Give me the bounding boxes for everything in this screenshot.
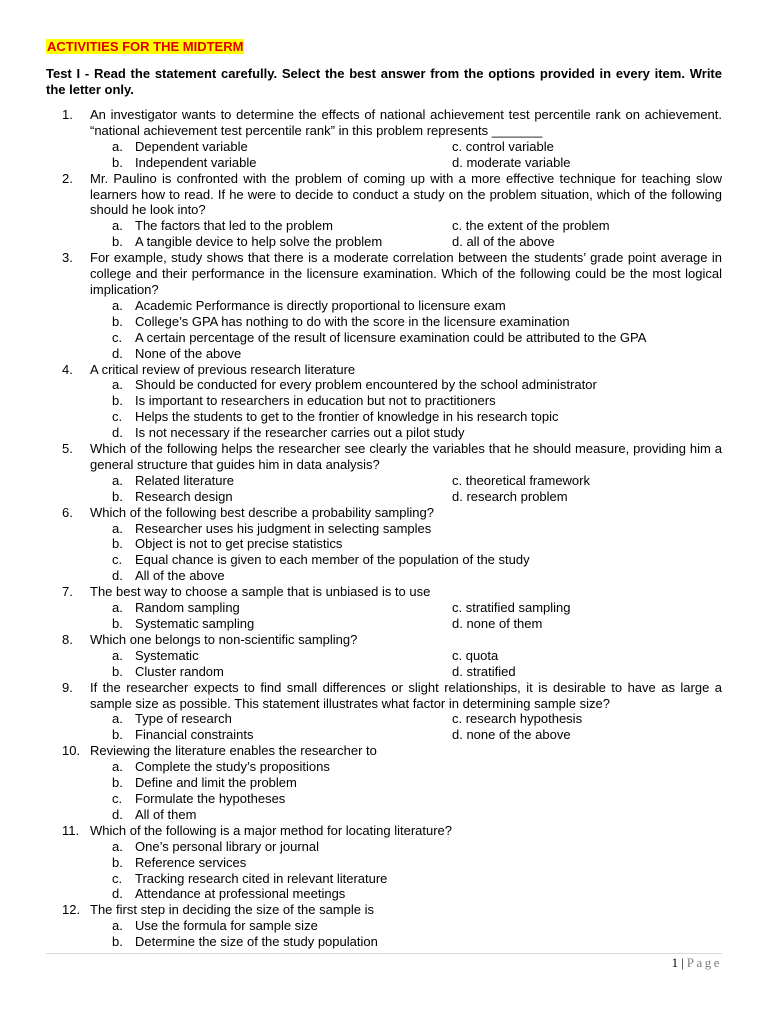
option-text: Attendance at professional meetings [135, 886, 346, 902]
option-text: College’s GPA has nothing to do with the score in the licensure examination [135, 313, 570, 329]
option-text: c. control variable [452, 138, 554, 154]
answer-option [452, 489, 722, 505]
answer-option [112, 711, 452, 727]
answer-options [90, 218, 722, 250]
option-text: d. all of the above [452, 234, 555, 250]
question-body [90, 584, 722, 632]
answer-option [452, 664, 722, 680]
question-number: 3. [62, 250, 73, 266]
answer-option [112, 330, 722, 346]
page-number: 1 [671, 955, 679, 970]
option-text: Is not necessary if the researcher carries out a pilot study [135, 425, 465, 441]
question-text: A critical review of previous research literature [90, 361, 356, 377]
option-text: Object is not to get precise statistics [135, 536, 343, 552]
option-text: All of the above [135, 568, 225, 584]
option-letter: a. [112, 759, 123, 775]
question-number: 4. [62, 361, 73, 377]
answer-option [452, 711, 722, 727]
question-item [62, 823, 722, 903]
option-text: Systematic [135, 647, 199, 663]
option-letter: c. [112, 552, 123, 568]
option-text: Equal chance is given to each member of the population of the study [135, 552, 530, 568]
question-item [62, 107, 722, 171]
option-text: Formulate the hypotheses [135, 790, 286, 806]
question-text: For example, study shows that there is a moderate correlation between the students’ grade point average in college and their performance in the licensure examination. Which of the following could be the most logical implication? [90, 250, 722, 297]
answer-options [90, 298, 722, 362]
question-item [62, 632, 722, 680]
answer-options [90, 759, 722, 823]
question-number: 10. [62, 743, 81, 759]
option-letter: c. [112, 329, 123, 345]
answer-option [112, 648, 452, 664]
answer-options [90, 839, 722, 903]
option-text: Independent variable [135, 154, 257, 170]
answer-option [452, 218, 722, 234]
answer-options [90, 918, 722, 950]
answer-option [112, 139, 452, 155]
page-separator: | [681, 955, 684, 970]
answer-options [90, 600, 722, 632]
option-text: A tangible device to help solve the problem [135, 234, 383, 250]
question-body [90, 823, 722, 903]
option-text: c. the extent of the problem [452, 218, 610, 234]
option-letter: a. [112, 520, 123, 536]
answer-option [452, 234, 722, 250]
option-letter: a. [112, 600, 123, 616]
answer-option [112, 377, 722, 393]
answer-option [112, 425, 722, 441]
page-label: Page [686, 955, 722, 970]
question-text: An investigator wants to determine the effects of national achievement test percentile rank on achievement. “national achievement test percentile rank” in this problem represents _______ [90, 107, 722, 138]
answer-options [90, 377, 722, 441]
option-letter: a. [112, 218, 123, 234]
question-item [62, 902, 722, 950]
answer-option [452, 727, 722, 743]
option-text: Is important to researchers in education but not to practitioners [135, 393, 496, 409]
option-letter: d. [112, 425, 123, 441]
question-item [62, 680, 722, 744]
question-item [62, 584, 722, 632]
answer-option [112, 600, 452, 616]
question-number: 1. [62, 107, 73, 122]
answer-option [112, 155, 452, 171]
question-body [90, 505, 722, 585]
option-text: Helps the students to get to the frontier of knowledge in his research topic [135, 409, 559, 425]
answer-option [112, 409, 722, 425]
answer-option [112, 536, 722, 552]
option-letter: d. [112, 568, 123, 584]
question-body [90, 441, 722, 505]
option-letter: b. [112, 934, 123, 950]
option-text: Cluster random [135, 663, 224, 679]
question-number: 2. [62, 170, 73, 186]
option-letter: a. [112, 377, 123, 393]
question-item [62, 362, 722, 442]
answer-option [452, 600, 722, 616]
option-letter: a. [112, 918, 123, 934]
answer-options [90, 648, 722, 680]
question-text: Reviewing the literature enables the researcher to [90, 743, 377, 759]
answer-option [112, 807, 722, 823]
answer-option [112, 664, 452, 680]
answer-option [112, 886, 722, 902]
answer-option [112, 234, 452, 250]
answer-options [90, 521, 722, 585]
page-footer [672, 955, 722, 970]
answer-option [452, 473, 722, 489]
option-letter: c. [112, 409, 123, 425]
option-letter: d. [112, 806, 123, 822]
answer-option [112, 791, 722, 807]
option-text: Academic Performance is directly proportional to licensure exam [135, 297, 506, 313]
option-text: Determine the size of the study population [135, 934, 378, 950]
question-item [62, 250, 722, 361]
question-body [90, 680, 722, 744]
option-letter: c. [112, 870, 123, 886]
option-text: Reference services [135, 854, 247, 870]
option-letter: b. [112, 154, 123, 170]
answer-option [112, 521, 722, 537]
answer-option [112, 393, 722, 409]
question-text: The best way to choose a sample that is unbiased is to use [90, 584, 431, 600]
option-letter: b. [112, 488, 123, 504]
option-letter: b. [112, 727, 123, 743]
answer-option [112, 568, 722, 584]
question-body [90, 632, 722, 680]
option-text: Complete the study’s propositions [135, 759, 330, 775]
question-list [62, 107, 722, 950]
test-instructions: Test I - Read the statement carefully. Select the best answer from the options provided in every item. Write the letter only. [46, 66, 722, 97]
question-text: Which of the following is a major method for locating literature? [90, 822, 453, 838]
option-letter: b. [112, 234, 123, 250]
answer-option [452, 139, 722, 155]
option-text: All of them [135, 806, 197, 822]
question-number: 8. [62, 631, 73, 647]
answer-option [112, 918, 722, 934]
option-letter: b. [112, 775, 123, 791]
question-number: 5. [62, 441, 73, 457]
option-text: Random sampling [135, 600, 240, 616]
option-text: One’s personal library or journal [135, 838, 320, 854]
option-text: Should be conducted for every problem encountered by the school administrator [135, 377, 597, 393]
answer-option [112, 855, 722, 871]
answer-option [112, 552, 722, 568]
question-body [90, 171, 722, 251]
option-letter: a. [112, 647, 123, 663]
option-text: c. research hypothesis [452, 711, 583, 727]
option-text: Type of research [135, 711, 232, 727]
option-letter: b. [112, 313, 123, 329]
option-text: d. none of the above [452, 727, 571, 743]
option-letter: b. [112, 663, 123, 679]
question-item [62, 743, 722, 823]
option-letter: b. [112, 854, 123, 870]
option-text: Researcher uses his judgment in selecting samples [135, 520, 432, 536]
answer-option [112, 839, 722, 855]
option-text: d. stratified [452, 663, 516, 679]
option-text: Define and limit the problem [135, 775, 297, 791]
question-number: 12. [62, 902, 81, 918]
question-body [90, 250, 722, 361]
document-heading: ACTIVITIES FOR THE MIDTERM [47, 39, 244, 54]
option-letter: d. [112, 886, 123, 902]
footer-divider [46, 953, 722, 954]
option-text: Systematic sampling [135, 616, 255, 631]
answer-option [112, 616, 452, 632]
option-text: Research design [135, 488, 233, 504]
option-letter: d. [112, 345, 123, 361]
question-number: 11. [62, 822, 80, 838]
answer-options [90, 473, 722, 505]
option-text: The factors that led to the problem [135, 218, 333, 234]
option-text: c. quota [452, 647, 499, 663]
option-letter: a. [112, 138, 123, 154]
answer-option [112, 871, 722, 887]
option-letter: b. [112, 393, 123, 409]
answer-option [112, 346, 722, 362]
question-body [90, 902, 722, 950]
question-item [62, 171, 722, 251]
answer-option [112, 473, 452, 489]
option-text: A certain percentage of the result of licensure examination could be attributed to the GPA [135, 329, 647, 345]
option-text: Financial constraints [135, 727, 254, 743]
question-body [90, 743, 722, 823]
option-text: Tracking research cited in relevant literature [135, 870, 388, 886]
option-text: c. theoretical framework [452, 472, 590, 488]
option-letter: c. [112, 790, 123, 806]
question-body [90, 107, 722, 171]
option-text: d. moderate variable [452, 154, 571, 170]
option-letter: a. [112, 838, 123, 854]
option-letter: a. [112, 472, 123, 488]
option-text: Use the formula for sample size [135, 918, 318, 934]
answer-option [112, 775, 722, 791]
question-number: 6. [62, 504, 73, 520]
option-letter: a. [112, 297, 123, 313]
question-number: 9. [62, 679, 73, 695]
question-body [90, 362, 722, 442]
question-text: The first step in deciding the size of the sample is [90, 902, 374, 918]
question-item [62, 441, 722, 505]
option-text: None of the above [135, 345, 242, 361]
option-letter: a. [112, 711, 123, 727]
answer-option [112, 934, 722, 950]
question-text: If the researcher expects to find small differences or slight relationships, it is desirable to have as large a sample size as possible. This statement illustrates what factor in determining sample size? [90, 679, 722, 711]
option-letter: b. [112, 616, 123, 631]
answer-option [452, 155, 722, 171]
option-text: c. stratified sampling [452, 600, 571, 616]
answer-option [112, 727, 452, 743]
question-text: Which one belongs to non-scientific sampling? [90, 631, 358, 647]
answer-option [452, 616, 722, 632]
option-text: Dependent variable [135, 138, 248, 154]
question-text: Which of the following best describe a probability sampling? [90, 504, 434, 520]
option-text: Related literature [135, 472, 234, 488]
question-item [62, 505, 722, 585]
answer-option [112, 218, 452, 234]
answer-option [112, 314, 722, 330]
answer-options [90, 139, 722, 171]
option-letter: b. [112, 536, 123, 552]
answer-option [112, 298, 722, 314]
question-text: Mr. Paulino is confronted with the problem of coming up with a more effective technique for teaching slow learners how to read. If he were to decide to conduct a study on the problem situation, which of the following should he look into? [90, 170, 722, 218]
question-number: 7. [62, 584, 73, 600]
answer-options [90, 711, 722, 743]
answer-option [112, 489, 452, 505]
answer-option [112, 759, 722, 775]
option-text: d. none of them [452, 616, 543, 631]
question-text: Which of the following helps the researcher see clearly the variables that he should measure, providing him a general structure that guides him in data analysis? [90, 441, 722, 472]
answer-option [452, 648, 722, 664]
option-text: d. research problem [452, 488, 568, 504]
